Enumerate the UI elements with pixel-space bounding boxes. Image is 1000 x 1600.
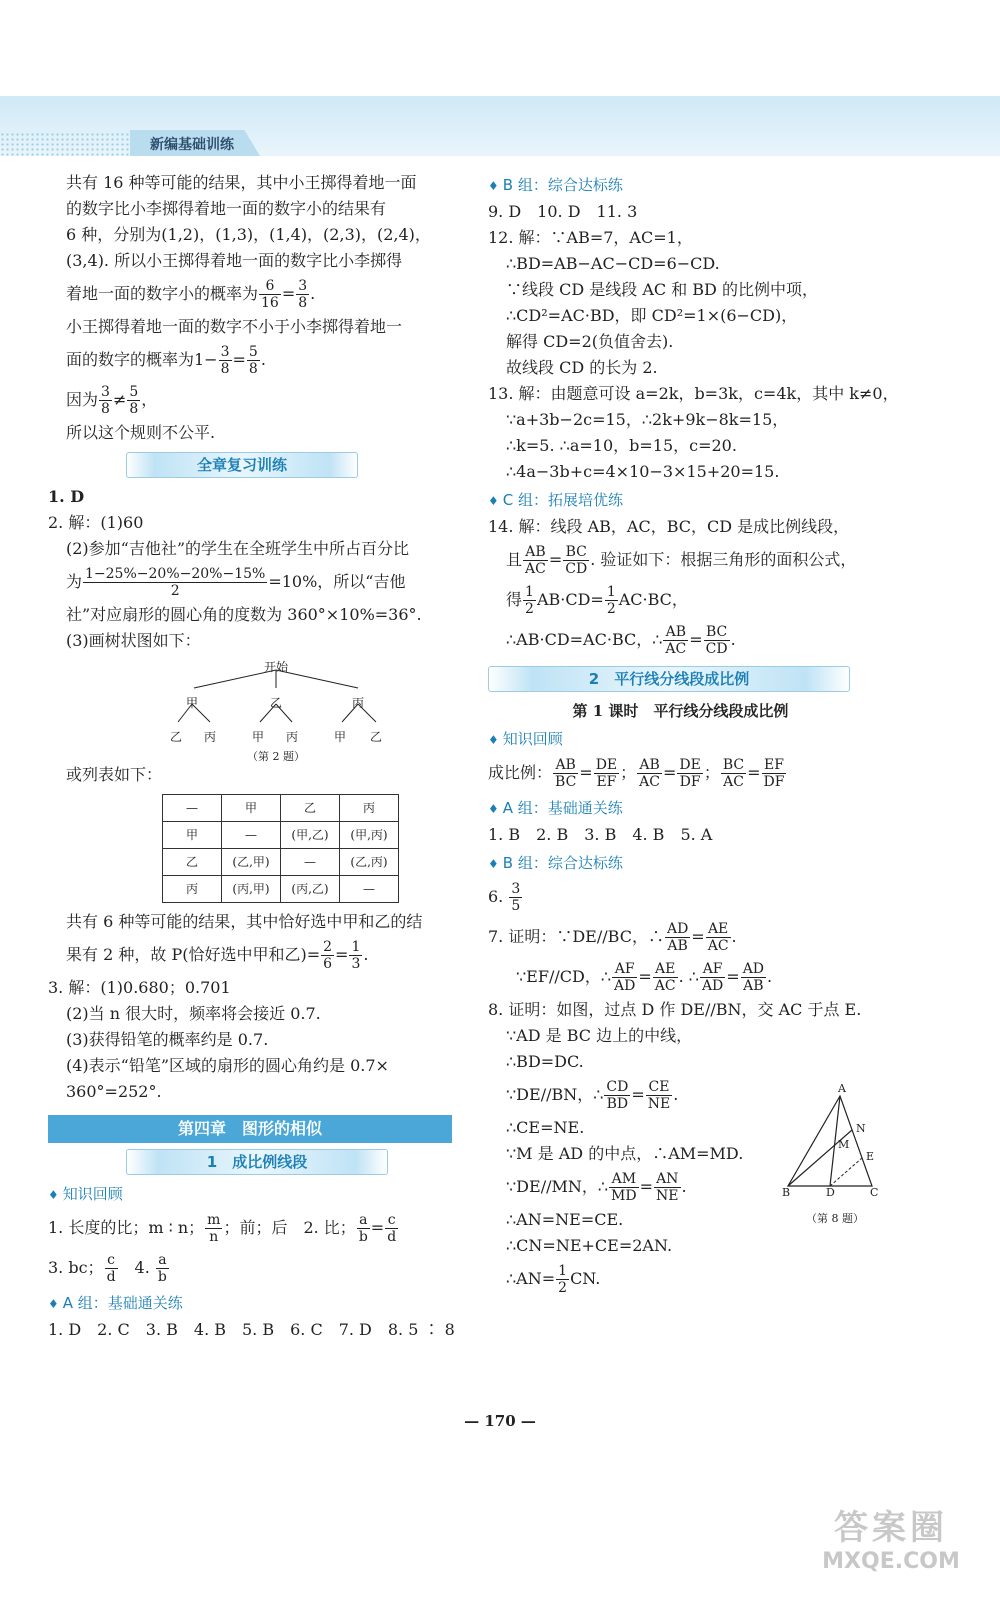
table-cell: 丙 [163,876,222,903]
fraction [349,939,362,972]
text: 成比例： [488,763,553,782]
numerator: 3 [511,881,521,897]
text: 7. 证明：∵DE//BC，∴ [488,927,664,946]
table-cell: — [222,822,281,849]
text: =10%，所以“吉他 [268,572,406,591]
fraction [637,757,662,790]
table-cell: 乙 [163,849,222,876]
text: 果有 2 种，故 P(恰好选中甲和乙)= [66,945,321,964]
answer-line: 14. 解：线段 AB，AC，BC，CD 是成比例线段， [488,517,850,536]
tree-root: 开始 [264,660,289,674]
fraction [247,344,260,377]
text-line: 解得 CD=2(负值舍去). [506,332,674,351]
denominator: CD [705,641,728,657]
text: 着地一面的数字小的概率为 [66,284,259,303]
denominator: BD [606,1096,629,1112]
table-row [163,795,399,822]
tree-leaf: 甲 [252,730,265,744]
numerator: AF [700,961,725,978]
subheading: ♦ B 组：综合达标练 [488,172,873,199]
section-banner-review: 全章复习训练 [126,452,358,478]
answer-line: 1. B 2. B 3. B 4. B 5. A [488,825,713,844]
fraction [127,384,140,417]
text-line: (3)获得铅笔的概率约是 0.7. [66,1030,269,1049]
formula-line: ∵EF//CD，∴ $\frac{AF}{AD}$ = $\frac{AE}{AC}$ . ∴ $\frac{AF}{AD}$ = $\frac{AD}{AB}$ . [516,961,773,994]
table-cell: (丙,甲) [222,876,281,903]
watermark-logo [806,1500,976,1590]
denominator: d [387,1229,397,1245]
tree-diagram [166,654,386,762]
numerator: a [357,1212,370,1229]
numerator: CE [646,1079,672,1096]
denominator: 16 [261,295,279,311]
answer-line: 12. 解：∵AB=7，AC=1， [488,228,693,247]
denominator: d [106,1269,116,1285]
text: 且 [506,550,523,569]
formula-line [488,580,873,620]
text: 面的数字的概率为1− [66,350,218,369]
text-line: 小王掷得着地一面的数字不小于小李掷得着地一 [66,317,403,336]
numerator: a [156,1252,169,1269]
text-line: 共有 6 种等可能的结果，其中恰好选中甲和乙的结 [66,912,423,931]
watermark-text: 答案圈 [834,1508,948,1548]
formula-line [488,1259,873,1299]
answer-line: 13. 解：由题意可设 a=2k，b=3k，c=4k，其中 k≠0， [488,384,899,403]
formula-line: ∴AB·CD=AC·BC，∴ $\frac{AB}{AC}$ = $\frac{BC}{CD}$ . [506,624,736,657]
table-cell: 甲 [222,795,281,822]
table-cell: 甲 [163,822,222,849]
numerator: 1−25%−20%−20%−15% [85,566,266,582]
numerator: 1 [558,1263,568,1279]
outcome-table [162,794,399,903]
fraction [741,961,766,994]
denominator: 5 [511,898,521,914]
fraction [704,624,730,657]
numerator: 2 [323,939,333,955]
page-number: — 170 — [464,1412,536,1430]
text: ∴AB·CD=AC·BC，∴ [506,630,663,649]
text-line: ∵M 是 AD 的中点，∴AM=MD. [506,1144,744,1163]
numerator: AD [666,921,689,937]
tree-leaf: 丙 [286,730,299,744]
text: AC·BC， [618,590,688,609]
fraction [296,278,309,311]
subheading: ♦ B 组：综合达标练 [488,850,873,877]
denominator: AD [701,978,724,994]
fraction [677,757,702,790]
fraction [105,1252,118,1285]
numerator: AE [653,961,678,978]
text-line: ∵AD 是 BC 边上的中线， [506,1026,693,1045]
table-cell: — [340,876,399,903]
subheading: ♦ A 组：基础通关练 [488,795,873,822]
numerator: AB [663,624,688,641]
table-cell: — [163,795,222,822]
denominator: NE [656,1188,679,1204]
numerator: BC [722,757,745,773]
text-line: ∴AN=NE=CE. [506,1210,624,1229]
formula-line: ∵DE//BN，∴ $\frac{CD}{BD}$ = $\frac{CE}{NE}$ . [506,1079,679,1112]
text-line: 或列表如下： [66,765,163,784]
fraction [594,757,619,790]
text: 3. bc； [48,1258,104,1277]
denominator: 8 [220,361,230,377]
table-cell: (甲,丙) [340,822,399,849]
answer-line: 1. D [48,487,85,506]
numerator: c [385,1212,398,1229]
fraction [646,1079,672,1112]
numerator: DE [595,757,618,773]
numerator: DE [679,757,701,773]
point-label: D [826,1186,835,1199]
text-line: ∴4a−3b+c=4×10−3×15+20=15. [506,462,780,481]
tree-node: 丙 [352,696,365,710]
denominator: 8 [298,295,308,311]
text: 因为 [66,390,99,409]
fraction [563,544,589,577]
figure-caption: （第 8 题） [806,1212,864,1225]
formula-line: 成比例： $\frac{AB}{BC}$ = $\frac{DE}{EF}$ ； $\frac{AB}{AC}$ = $\frac{DE}{DF}$ ； $\frac{BC}{AC}$ = $\frac{EF}{DF}$ [488,757,785,790]
formula-line: 果有 2 种，故 P(恰好选中甲和乙)= $\frac{2}{6}$ = $\frac{1}{3}$ . [66,939,369,972]
formula-line: 1. 长度的比；m ∶ n； $\frac{m}{n}$ ；前；后 2. 比； $\frac{a}{b}$ = $\frac{c}{d}$ [48,1212,397,1245]
text: AB·CD= [536,590,604,609]
numerator: 5 [248,344,258,360]
numerator: AM [609,1171,639,1188]
numerator: CD [606,1079,629,1095]
fraction [654,1171,680,1204]
text-line: 所以这个规则不公平. [66,423,216,442]
text: 得 [506,590,523,609]
fraction [605,584,618,617]
text-line: 6 种，分别为(1,2)，(1,3)，(1,4)，(2,3)，(2,4)， [66,225,431,244]
table-cell: (乙,甲) [222,849,281,876]
answer-line: 2. 解：(1)60 [48,513,144,532]
answer-line: 3. 解：(1)0.680；0.701 [48,978,231,997]
denominator: 8 [101,401,110,417]
fraction [219,344,232,377]
text: ∵DE//BN，∴ [506,1085,604,1104]
fraction [556,1263,569,1296]
point-label: A [838,1082,846,1095]
text-line: (2)参加“吉他社”的学生在全班学生中所占百分比 [66,539,410,558]
table-cell: (丙,乙) [281,876,340,903]
numerator: c [105,1252,118,1269]
formula-line: 7. 证明：∵DE//BC，∴ $\frac{AD}{AB}$ = $\frac{AE}{AC}$ . [488,921,737,954]
answer-line: 1. D 2. C 3. B 4. B 5. B 6. C 7. D 8. 5 ∶ 8 [48,1320,455,1339]
fraction [357,1212,370,1245]
point-label: B [782,1186,791,1199]
text-line: ∵线段 CD 是线段 AC 和 BD 的比例中项， [506,280,818,299]
text: . 验证如下：根据三角形的面积公式， [590,550,857,569]
page-number-value: 170 [484,1412,516,1430]
answer-line: 8. 证明：如图，过点 D 作 DE//BN，交 AC 于点 E. [488,1000,862,1019]
denominator: CD [565,561,588,577]
text: CN. [570,1269,601,1288]
denominator: AC [639,774,660,790]
text-line: 360°=252°. [66,1082,162,1101]
formula-line: 因为 $\frac{3}{8}$ ≠ $\frac{5}{8}$ ， [66,384,158,417]
tree-leaf: 甲 [334,730,347,744]
text: ∵EF//CD，∴ [516,967,611,986]
fraction [706,921,731,954]
fraction [700,961,725,994]
text-line: (3)画树状图如下： [66,631,201,650]
formula-line: 面的数字的概率为1− $\frac{3}{8}$ = $\frac{5}{8}$ . [66,344,266,377]
denominator: AC [654,978,676,994]
text-line: ∴k=5. ∴a=10，b=15，c=20. [506,436,737,455]
text-line: (3,4). 所以小王掷得着地一面的数字比小李掷得 [66,251,403,270]
denominator: 2 [606,601,616,617]
section-banner: 2 平行线分线段成比例 [488,666,850,692]
denominator: b [358,1229,368,1245]
text-line: ∵a+3b−2c=15，∴2k+9k−8k=15， [506,410,789,429]
left-column [48,170,455,1343]
denominator: AB [667,938,688,954]
fraction [721,757,746,790]
fraction [385,1212,398,1245]
table-cell: — [281,849,340,876]
table-cell: 丙 [340,795,399,822]
formula-line: 着地一面的数字小的概率为 $\frac{6}{16}$ = $\frac{3}{8}$ . [66,278,316,311]
formula-line [66,562,452,602]
point-label: N [856,1122,866,1135]
figure-caption: （第 2 题） [247,750,305,763]
text-line: ∴BD=AB−AC−CD=6−CD. [506,254,720,273]
fraction [663,624,688,657]
table-row [163,822,399,849]
fraction [509,881,522,914]
chapter-banner: 第四章 图形的相似 [48,1115,452,1143]
denominator: MD [611,1188,637,1204]
tree-node: 甲 [186,696,199,710]
subheading: ♦ A 组：基础通关练 [48,1290,452,1317]
text-line: ∴CE=NE. [506,1118,585,1137]
answer-line: 9. D 10. D 11. 3 [488,202,638,221]
denominator: AB [743,978,764,994]
fraction [553,757,578,790]
tree-leaf: 丙 [204,730,217,744]
denominator: AD [614,978,636,994]
table-cell: (乙,丙) [340,849,399,876]
page-header-band [0,96,1000,156]
text: ∵DE//MN，∴ [506,1177,609,1196]
numerator: 1 [525,584,534,600]
subheading: ♦ C 组：拓展培优练 [488,487,873,514]
numerator: AB [637,757,662,774]
numerator: m [207,1212,221,1228]
numerator: AN [654,1171,680,1188]
numerator: 3 [101,384,110,400]
fraction [523,544,548,577]
table-row [163,876,399,903]
fraction [156,1252,169,1285]
numerator: AE [706,921,731,938]
tree-leaf: 乙 [370,730,383,744]
fraction [609,1171,639,1204]
formula-line [48,1248,452,1288]
numerator: AB [523,544,548,561]
text: ；前；后 2. 比； [223,1218,356,1237]
denominator: AC [723,774,744,790]
denominator: BC [555,774,577,790]
text: 4. [118,1258,155,1277]
denominator: NE [647,1096,671,1112]
denominator: DF [763,774,785,790]
numerator: 1 [351,939,361,955]
header-dot-pattern [0,132,140,156]
text: 为 [66,572,83,591]
lesson-title: 第 1 课时 平行线分线段成比例 [572,702,789,720]
numerator: 5 [129,384,139,400]
denominator: 8 [129,401,139,417]
fraction [83,566,267,599]
numerator: AD [742,961,765,977]
text-line: 故线段 CD 的长为 2. [506,358,658,377]
numerator: BC [704,624,730,641]
numerator: 3 [298,278,308,294]
text: ∴AN= [506,1269,556,1288]
fraction [762,757,787,790]
fraction [99,384,112,417]
text-line: 共有 16 种等可能的结果，其中小王掷得着地一面 [66,173,417,192]
text-line: 的数字比小李掷得着地一面的数字小的结果有 [66,199,387,218]
subheading: ♦ 知识回顾 [488,726,873,753]
text-line: ∴CN=NE+CE=2AN. [506,1236,673,1255]
denominator: AC [665,641,687,657]
subheading: ♦ 知识回顾 [48,1181,452,1208]
numerator: BC [563,544,589,561]
text-line: (4)表示“铅笔”区域的扇形的圆心角约是 0.7× [66,1056,389,1075]
table-cell: 乙 [281,795,340,822]
text-line: 社”对应扇形的圆心角的度数为 360°×10%=36°. [66,605,422,624]
formula-line [488,877,873,917]
fraction [205,1212,222,1245]
denominator: 2 [170,583,180,599]
numerator: AB [553,757,578,774]
text-line: ∴CD²=AC·BD，即 CD²=1×(6−CD)， [506,306,798,325]
denominator: 3 [351,956,361,972]
formula-line: 且 $\frac{AB}{AC}$ = $\frac{BC}{CD}$ . 验证如下：根据三角形的面积公式， [506,544,857,577]
text-line: ∴BD=DC. [506,1052,584,1071]
denominator: b [157,1269,167,1285]
formula-line: ∵DE//MN，∴ $\frac{AM}{MD}$ = $\frac{AN}{NE}$ . [506,1171,687,1204]
point-label: M [838,1138,850,1151]
table-row [163,849,399,876]
series-title: 新编基础训练 [150,137,234,153]
fraction [653,961,678,994]
denominator: AC [707,938,729,954]
numerator: 3 [220,344,230,360]
numerator: 1 [606,584,616,600]
triangle-figure [780,1082,890,1226]
text: 1. 长度的比；m ∶ n； [48,1218,205,1237]
watermark-url: MXQE.COM [822,1549,960,1574]
point-label: C [870,1186,879,1199]
numerator: 6 [259,278,281,295]
fraction [321,939,334,972]
fraction [665,921,690,954]
denominator: 8 [248,361,258,377]
numerator: AF [612,961,637,978]
denominator: n [209,1229,219,1245]
fraction [259,278,281,311]
section-banner: 1 成比例线段 [126,1149,388,1175]
tree-node: 乙 [270,696,283,710]
denominator: AC [525,561,546,577]
point-label: E [866,1150,875,1163]
tree-leaf: 乙 [170,730,183,744]
text-line: (2)当 n 很大时，频率将会接近 0.7. [66,1004,321,1023]
denominator: EF [596,774,617,790]
denominator: 6 [323,956,333,972]
denominator: 2 [525,601,534,617]
numerator: EF [762,757,787,774]
denominator: 2 [558,1280,568,1296]
fraction [604,1079,630,1112]
fraction [612,961,637,994]
fraction [523,584,536,617]
text: 6. [488,887,509,906]
denominator: DF [679,774,701,790]
table-cell: (甲,乙) [281,822,340,849]
